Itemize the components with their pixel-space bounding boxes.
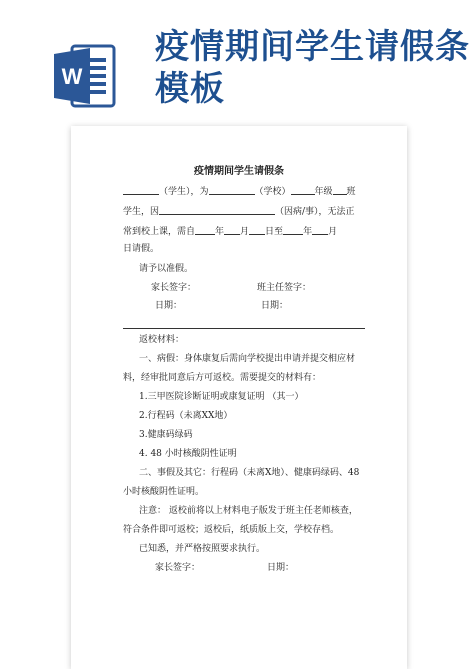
fill-line-4: 日请假。 xyxy=(123,244,160,254)
item2-head: 二、事假及其它：行程码（未离X地）、健康码绿码、48 xyxy=(139,468,360,478)
note-tail: 符合条件即可返校；返校后，纸质版上交，学校存档。 xyxy=(123,525,340,535)
parent-date-label: 日期： xyxy=(155,301,183,311)
material-4: 4. 48 小时核酸阴性证明 xyxy=(139,449,237,459)
document-page xyxy=(71,126,407,669)
page-title: 疫情期间学生请假条模板 xyxy=(155,27,470,109)
word-icon xyxy=(50,40,122,112)
item1-tail: 料，经审批同意后方可返校。需要提交的材料有： xyxy=(123,373,322,383)
material-1: 1.三甲医院诊断证明或康复证明 （其一） xyxy=(139,392,304,402)
item2-tail: 小时核酸阴性证明。 xyxy=(123,487,205,497)
divider xyxy=(123,328,365,329)
fill-line-1: （学生），为 （学校） 年级 班 xyxy=(123,184,356,198)
acknowledge-text: 已知悉，并严格按照要求执行。 xyxy=(139,544,266,554)
final-date-label: 日期： xyxy=(267,563,295,573)
item1-head: 一、病假：身体康复后需向学校提出申请并提交相应材 xyxy=(139,354,356,364)
parent-sign-label: 家长签字： xyxy=(151,283,197,293)
header xyxy=(0,0,474,112)
please-approve-text: 请予以准假。 xyxy=(139,264,194,274)
note-head: 注意： 返校前将以上材料电子版发于班主任老师核查， xyxy=(139,506,358,516)
teacher-sign-label: 班主任签字： xyxy=(257,283,312,293)
document-title: 疫情期间学生请假条 xyxy=(194,166,284,177)
final-parent-sign-label: 家长签字： xyxy=(155,563,201,573)
fill-line-2: 学生，因 （因病/事），无法正 xyxy=(123,204,355,218)
return-materials-heading: 返校材料： xyxy=(139,335,185,345)
material-3: 3.健康码绿码 xyxy=(139,430,193,440)
material-2: 2.行程码（未离XX地） xyxy=(139,411,233,421)
svg-text:W: W xyxy=(61,64,83,89)
fill-line-3: 常到校上课，需自 年 月 日至 年 月 xyxy=(123,224,337,238)
teacher-date-label: 日期： xyxy=(261,301,289,311)
